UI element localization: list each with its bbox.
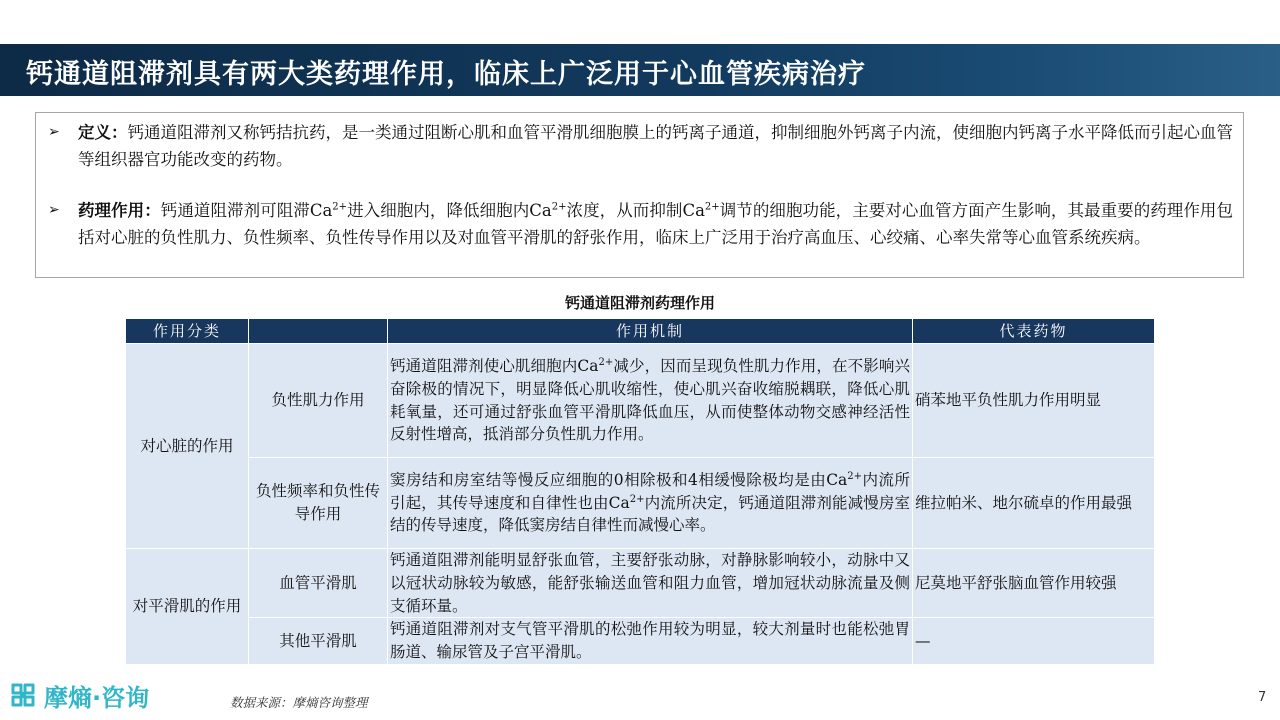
header-category: 作用分类 [126,319,249,344]
pharmacology-table [125,318,1155,665]
drug-cell: — [913,618,1155,665]
table-header-row [126,319,1155,344]
page-title: 钙通道阻滞剂具有两大类药理作用，临床上广泛用于心血管疾病治疗 [26,59,866,90]
brand-logo-icon [8,681,38,709]
mechanism-cell [388,458,913,549]
table-row [126,549,1155,618]
brand-logo-text: 摩熵·咨询 [44,683,150,712]
pharmacology-text [78,197,1233,251]
pharmacology-text-part: 调节的细胞功能，主要对心血管方面产生影响，其最重要的药理作用包括对心脏的负性肌力、负性频率、负性传导作用以及对血管平滑肌的舒张作用，临床上广泛用于治疗高血压、心绞痛、心率失常等心血管系统疾病。 [78,201,1233,247]
superscript: 2+ [704,201,720,213]
pharmacology-text-part: 钙通道阻滞剂可阻滞Ca [160,201,333,220]
mechanism-text: 内流所决定，钙通道阻滞剂能减慢房室结的传导速度，降低窦房结自律性而减慢心率。 [390,493,910,535]
sub-category: 负性肌力作用 [249,344,388,458]
data-source: 数据来源：摩熵咨询整理 [230,695,368,710]
header-category-blank [249,319,388,344]
arrow-bullet-icon: ➢ [48,124,60,140]
pharmacology-text-part: 进入细胞内，降低细胞内Ca [347,201,552,220]
definition-term: 定义： [78,123,128,142]
page-number: 7 [1258,690,1267,705]
sub-category: 其他平滑肌 [249,618,388,665]
drug-cell: 维拉帕米、地尔硫卓的作用最强 [913,458,1155,549]
mechanism-text: 内流所引起，其传导速度和自律性也由Ca [390,470,910,512]
superscript: 2+ [847,470,863,482]
superscript: 2+ [551,201,567,213]
table-row [126,458,1155,549]
pharmacology-term: 药理作用： [78,201,161,220]
mechanism-text: 减少，因而呈现负性肌力作用，在不影响兴奋除极的情况下，明显降低心肌收缩性，使心肌兴奋收缩脱耦联，降低心肌耗氧量，还可通过舒张血管平滑肌降低血压，从而使整体动物交感神经活性反射性增高，抵消部分负性肌力作用。 [390,356,910,444]
sub-category: 血管平滑肌 [249,549,388,618]
mechanism-cell [388,344,913,458]
definition-bullet [48,119,1233,173]
mechanism-cell: 钙通道阻滞剂对支气管平滑肌的松弛作用较为明显，较大剂量时也能松弛胃肠道、输尿管及子宫平滑肌。 [388,618,913,665]
superscript: 2+ [629,493,645,505]
drug-cell: 尼莫地平舒张脑血管作用较强 [913,549,1155,618]
intro-box [35,112,1244,278]
mechanism-text: 钙通道阻滞剂使心肌细胞内Ca [390,356,599,375]
table-row [126,344,1155,458]
superscript: 2+ [598,356,614,368]
table-row [126,618,1155,665]
pharmacology-bullet [48,197,1233,251]
arrow-bullet-icon: ➢ [48,202,60,218]
header-mechanism: 作用机制 [388,319,913,344]
drug-cell: 硝苯地平负性肌力作用明显 [913,344,1155,458]
pharmacology-text-part: 浓度，从而抑制Ca [566,201,705,220]
definition-body: 钙通道阻滞剂又称钙拮抗药，是一类通过阻断心肌和血管平滑肌细胞膜上的钙离子通道，抑制细胞外钙离子内流，使细胞内钙离子水平降低而引起心血管等组织器官功能改变的药物。 [78,123,1233,169]
group-smooth-muscle: 对平滑肌的作用 [126,549,249,665]
brand-logo [8,680,149,710]
table-title: 钙通道阻滞剂药理作用 [564,294,715,312]
title-bar [0,44,1280,96]
header-drug: 代表药物 [913,319,1155,344]
mechanism-cell: 钙通道阻滞剂能明显舒张血管，主要舒张动脉，对静脉影响较小，动脉中又以冠状动脉较为敏感，能舒张输送血管和阻力血管，增加冠状动脉流量及侧支循环量。 [388,549,913,618]
sub-category: 负性频率和负性传导作用 [249,458,388,549]
mechanism-text: 窦房结和房室结等慢反应细胞的0相除极和4相缓慢除极均是由Ca [390,470,848,489]
group-heart: 对心脏的作用 [126,344,249,549]
superscript: 2+ [332,201,348,213]
definition-text [78,119,1233,173]
